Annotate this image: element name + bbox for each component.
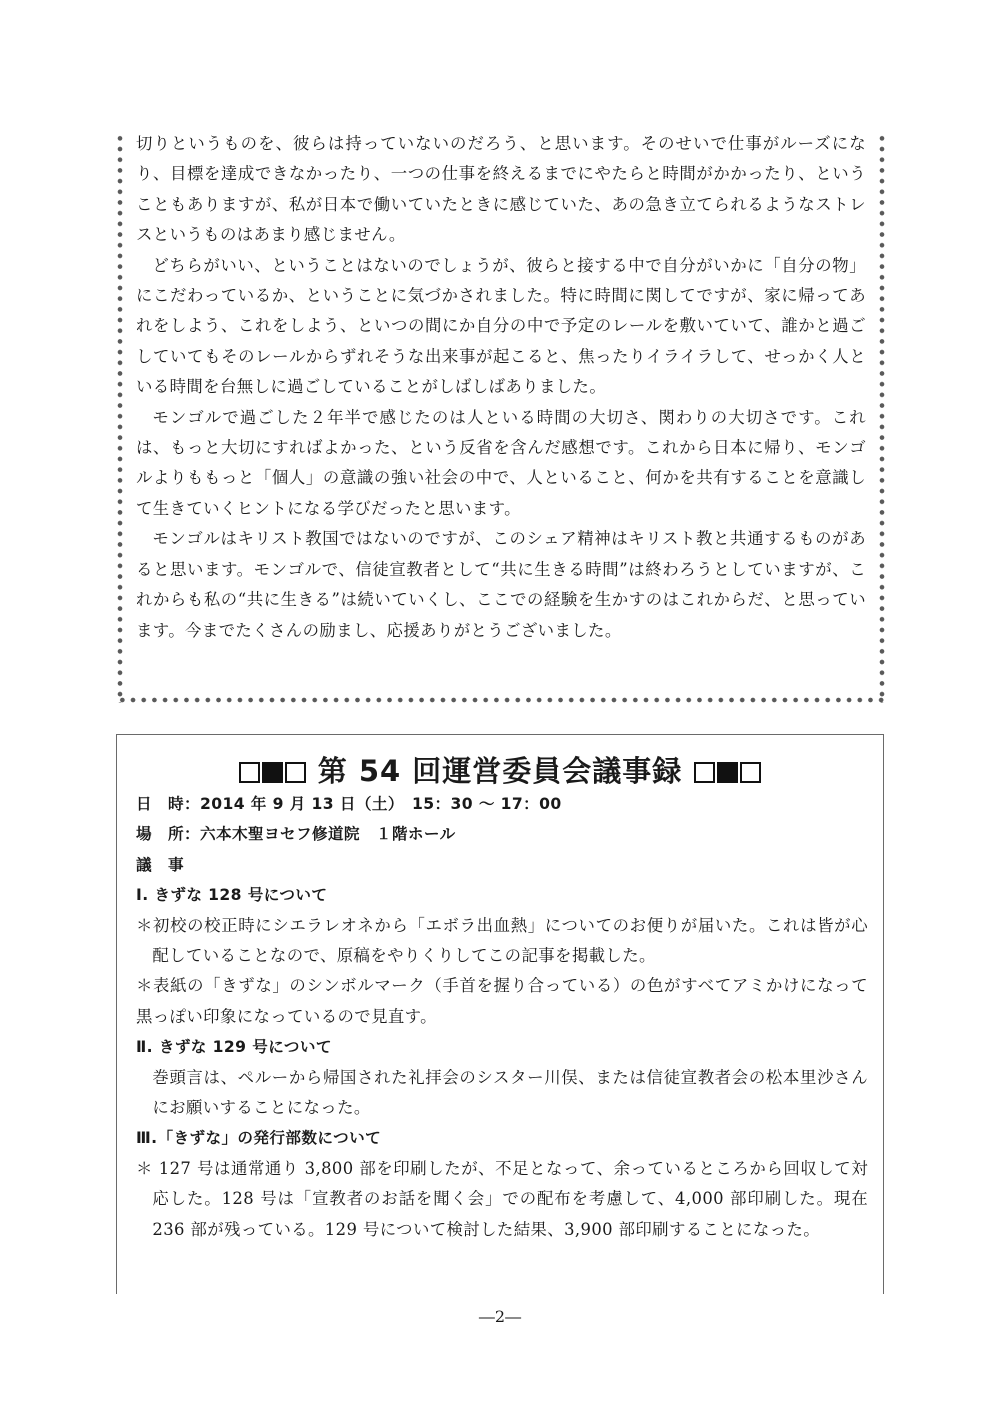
section-item: ＊初校の校正時にシエラレオネから「エボラ出血熱」についてのお便りが届いた。これは皆が心配していることなので、原稿をやりくりしてこの記事を掲載した。 [136,915,868,966]
essay-paragraph: モンゴルはキリスト教国ではないのですが、このシェア精神はキリスト教と共通するものがあると思います。モンゴルで、信徒宣教者として“共に生きる時間”は終わろうとしていますが、これからも私の“共に生きる”は続いていくし、ここでの経験を生かすのはこれからだ、と思っています。今までたくさんの励まし、応援ありがとうございました。 [136,529,866,640]
agenda-label: 議 事 [136,855,184,874]
minutes-box [116,734,884,1294]
white-square-icon [239,762,260,783]
section-item: 巻頭言は、ペルーから帰国された礼拝会のシスター川俣、または信徒宣教者会の松本里沙さんにお願いすることになった。 [152,1067,868,1118]
minutes-title-text: 第 54 回運営委員会議事録 [317,754,683,788]
white-square-icon [740,762,761,783]
section-heading: Ⅱ. きずな 129 号について [136,1038,332,1057]
section-item: ＊表紙の「きずな」のシンボルマーク（手首を握り合っている）の色がすべてアミかけになって黒っぽい印象になっているので見直す。 [136,976,868,1026]
dotted-border-right [879,133,885,703]
minutes-title [117,749,883,790]
essay-text [136,129,866,646]
white-square-icon [285,762,306,783]
essay-paragraph: モンゴルで過ごした２年半で感じたのは人といる時間の大切さ、関わりの大切さです。これは、もっと大切にすればよかった、という反省を含んだ感想です。これから日本に帰り、モンゴルよりももっと「個人」の意識の強い社会の中で、人といること、何かを共有することを意識して生きていくヒントになる学びだったと思います。 [136,407,866,518]
minutes-body [136,789,868,1245]
essay-paragraph: どちらがいい、ということはないのでしょうが、彼らと接する中で自分がいかに「自分の物」にこだわっているか、ということに気づかされました。特に時間に関してですが、家に帰ってあれをしよう、これをしよう、といつの間にか自分の中で予定のレールを敷いていて、誰かと過ごしていてもそのレールからずれそうな出来事が起こると、焦ったりイライラして、せっかく人といる時間を台無しに過ごしていることがしばしばありました。 [136,255,866,397]
section-heading: Ⅲ.「きずな」の発行部数について [136,1129,382,1148]
essay-box [117,133,885,703]
section-item: ＊ 127 号は通常通り 3,800 部を印刷したが、不足となって、余っているところから回収して対応した。128 号は「宣教者のお話を聞く会」での配布を考慮して、4,000 部印刷した。現在 236 部が残っている。129 号について検討した結果、3,900 部印刷することになった。 [136,1158,868,1239]
essay-paragraph: 切りというものを、彼らは持っていないのだろう、と思います。そのせいで仕事がルーズになり、目標を達成できなかったり、一つの仕事を終えるまでにやたらと時間がかかったり、ということもありますが、私が日本で働いていたときに感じていた、あの急き立てられるようなストレスというものはあまり感じません。 [136,134,866,245]
page-number: ―2― [478,1307,522,1326]
meeting-date: 日 時：2014 年 9 月 13 日（土） 15：30 ～ 17：00 [136,795,562,813]
meeting-place: 場 所：六本木聖ヨセフ修道院 １階ホール [136,825,456,844]
dotted-border-left [117,133,123,703]
black-square-icon [717,762,738,783]
black-square-icon [262,762,283,783]
section-heading: Ⅰ. きずな 128 号について [136,886,328,905]
dotted-border-bottom [117,697,885,703]
white-square-icon [694,762,715,783]
